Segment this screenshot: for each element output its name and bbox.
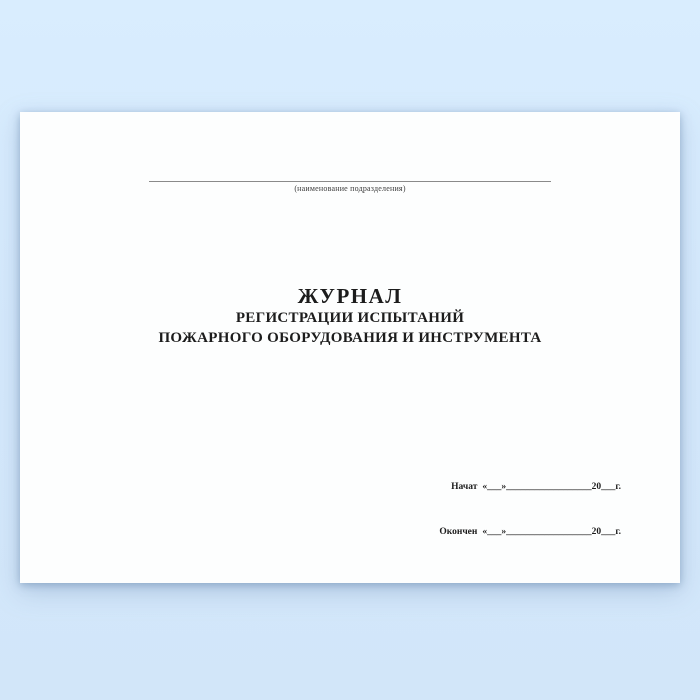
journal-title-block bbox=[20, 284, 680, 348]
unit-name-block bbox=[149, 181, 551, 193]
start-date-label: Начат bbox=[451, 482, 478, 492]
unit-name-caption: (наименование подразделения) bbox=[294, 184, 406, 193]
start-date-row bbox=[425, 469, 621, 505]
end-date-blank-line: «___»__________________20___г. bbox=[482, 527, 621, 537]
start-date-blank-line: «___»__________________20___г. bbox=[482, 482, 621, 492]
end-date-row bbox=[425, 514, 621, 550]
unit-name-blank-line bbox=[149, 181, 551, 182]
journal-title-line1: ЖУРНАЛ bbox=[297, 284, 403, 308]
journal-cover-page bbox=[20, 112, 680, 583]
journal-title-line2: РЕГИСТРАЦИИ ИСПЫТАНИЙ bbox=[235, 310, 465, 326]
dates-block bbox=[425, 469, 621, 559]
journal-title-line3: ПОЖАРНОГО ОБОРУДОВАНИЯ И ИНСТРУМЕНТА bbox=[158, 330, 542, 346]
end-date-label: Окончен bbox=[439, 527, 478, 537]
